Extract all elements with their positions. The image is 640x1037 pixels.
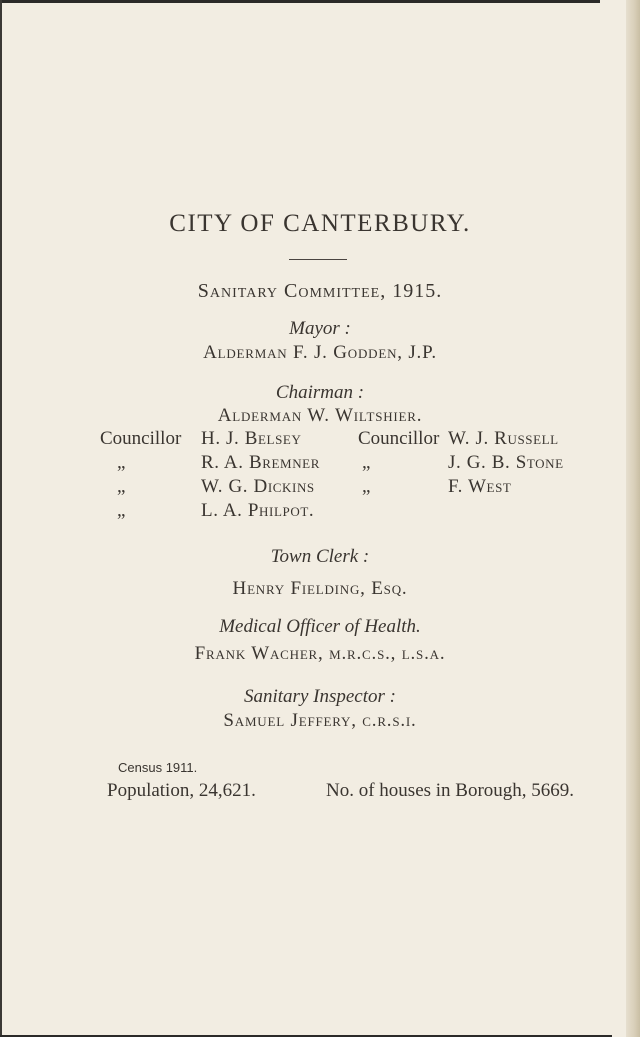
councillor-name: H. J. Belsey (201, 428, 302, 449)
page-edge-left (0, 0, 2, 1037)
medical-officer-role: Medical Officer of Health. (219, 616, 421, 637)
councillor-name: J. G. B. Stone (448, 452, 564, 473)
chairman-name: Alderman W. Wiltshier. (217, 405, 423, 426)
councillor-prefix-right: Councillor (358, 428, 440, 449)
mayor-role: Mayor : (289, 318, 351, 339)
page-edge-top (0, 0, 600, 3)
houses-count: No. of houses in Borough, 5669. (326, 780, 575, 801)
mayor-name: Alderman F. J. Godden, J.P. (203, 342, 437, 363)
chairman-role: Chairman : (275, 382, 365, 403)
town-clerk-role: Town Clerk : (270, 546, 370, 567)
ditto-mark: „ (362, 476, 371, 497)
page-edge-right (626, 0, 640, 1037)
title-divider (289, 259, 347, 260)
councillor-name: R. A. Bremner (201, 452, 320, 473)
sanitary-inspector-name: Samuel Jeffery, c.r.s.i. (223, 710, 417, 731)
census-label: Census 1911. (118, 760, 198, 775)
ditto-mark: „ (117, 500, 126, 521)
councillor-prefix-left: Councillor (100, 428, 182, 449)
sanitary-inspector-role: Sanitary Inspector : (244, 686, 396, 707)
town-clerk-name: Henry Fielding, Esq. (232, 578, 408, 599)
population-figure: Population, 24,621. (107, 780, 256, 801)
councillor-name: W. G. Dickins (201, 476, 315, 497)
document-title: CITY OF CANTERBURY. (169, 210, 471, 237)
medical-officer-name: Frank Wacher, m.r.c.s., l.s.a. (194, 643, 446, 664)
councillor-name: F. West (448, 476, 512, 497)
committee-heading: Sanitary Committee, 1915. (197, 280, 443, 302)
ditto-mark: „ (117, 452, 126, 473)
councillor-name: W. J. Russell (448, 428, 559, 449)
ditto-mark: „ (117, 476, 126, 497)
ditto-mark: „ (362, 452, 371, 473)
councillor-name: L. A. Philpot. (201, 500, 315, 521)
